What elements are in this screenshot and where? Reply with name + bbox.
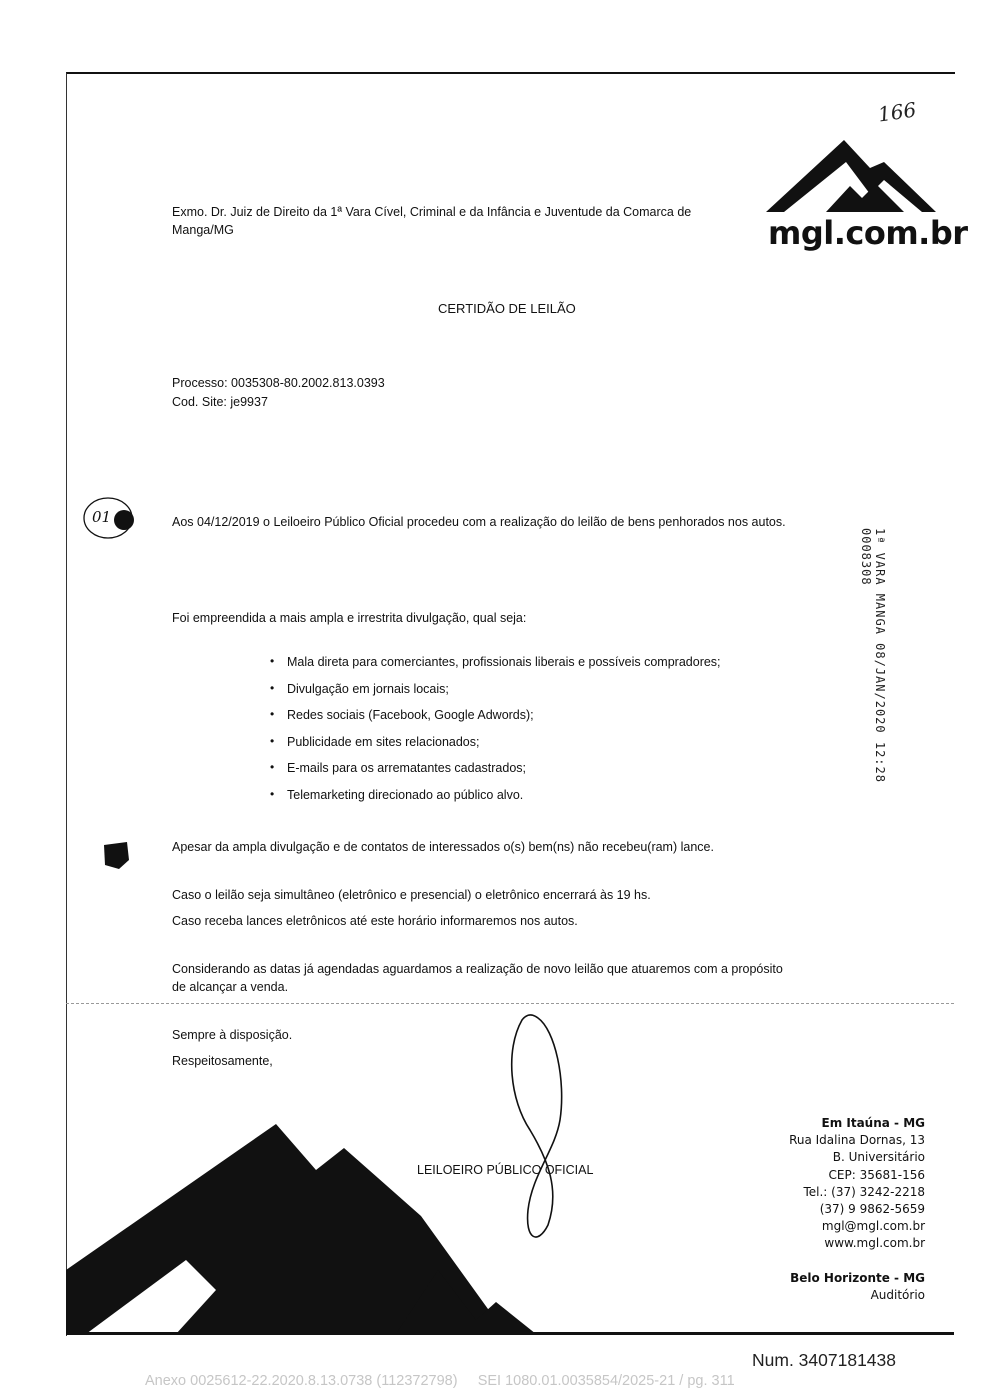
footer-annex	[145, 1373, 735, 1389]
addressee: Exmo. Dr. Juiz de Direito da 1ª Vara Cível, Criminal e da Infância e Juventude da Comarca de Manga/MG	[172, 205, 692, 237]
signature-label: LEILOEIRO PÚBLICO OFICIAL	[417, 1163, 594, 1177]
closing-availability: Sempre à disposição.	[172, 1028, 293, 1042]
list-item: • E-mails para os arrematantes cadastrados;	[270, 761, 721, 788]
paragraph-electronic-bids: Caso receba lances eletrônicos até este horário informaremos nos autos.	[172, 914, 578, 928]
scan-divider	[66, 1003, 954, 1004]
address-line: www.mgl.com.br	[824, 1236, 925, 1251]
address-line: Auditório	[870, 1287, 925, 1302]
paragraph-publicity: Foi empreendida a mais ampla e irrestrita divulgação, qual seja:	[172, 611, 527, 625]
logo-text: mgl.com.br	[768, 214, 968, 252]
signature-icon	[500, 1010, 580, 1250]
ink-blot-icon	[101, 840, 131, 870]
address-line: CEP: 35681-156	[828, 1167, 925, 1182]
list-item: • Telemarketing direcionado ao público alvo.	[270, 788, 721, 815]
handwritten-page-number: 166	[876, 97, 918, 127]
company-address	[789, 1115, 925, 1304]
address-city-itauna: Em Itaúna - MG	[821, 1116, 925, 1130]
closing-regards: Respeitosamente,	[172, 1054, 273, 1068]
annex-reference: Anexo 0025612-22.2020.8.13.0738 (112372798)	[145, 1373, 458, 1389]
address-city-bh: Belo Horizonte - MG	[790, 1270, 925, 1285]
process-block	[172, 374, 385, 412]
list-item: • Divulgação em jornais locais;	[270, 682, 721, 709]
address-line: Tel.: (37) 3242-2218	[803, 1184, 925, 1199]
court-receipt-stamp: 1ª VARA MANGA 08/JAN/2020 12:28 0008308	[859, 528, 887, 783]
list-item: • Redes sociais (Facebook, Google Adwords);	[270, 708, 721, 735]
paragraph-no-bids: Apesar da ampla divulgação e de contatos de interessados o(s) bem(ns) não recebeu(ram) lance.	[172, 840, 714, 854]
paragraph-auction-date: Aos 04/12/2019 o Leiloeiro Público Oficial procedeu com a realização do leilão de bens penhorados nos autos.	[172, 515, 786, 529]
address-line: (37) 9 9862-5659	[819, 1202, 925, 1217]
address-line: B. Universitário	[832, 1150, 925, 1165]
site-code: Cod. Site: je9937	[172, 395, 268, 409]
address-line: mgl@mgl.com.br	[821, 1219, 925, 1234]
list-item: • Publicidade em sites relacionados;	[270, 735, 721, 762]
address-line: Rua Idalina Dornas, 13	[789, 1133, 925, 1148]
paragraph-new-auction: Considerando as datas já agendadas aguardamos a realização de novo leilão que atuaremos com a propósito de alcançar a venda.	[172, 962, 783, 994]
list-item: • Mala direta para comerciantes, profissionais liberais e possíveis compradores;	[270, 655, 721, 682]
paragraph-simultaneous: Caso o leilão seja simultâneo (eletrônico e presencial) o eletrônico encerrará às 19 hs.	[172, 888, 651, 902]
publicity-list	[270, 655, 721, 815]
sei-reference: SEI 1080.01.0035854/2025-21 / pg. 311	[477, 1373, 735, 1389]
bottom-rule	[66, 1332, 954, 1335]
document-title: CERTIDÃO DE LEILÃO	[438, 301, 576, 316]
circle-number: 01	[92, 508, 112, 526]
document-number: Num. 3407181438	[752, 1350, 896, 1370]
handwritten-circle-mark	[80, 492, 142, 542]
process-number: Processo: 0035308-80.2002.813.0393	[172, 376, 385, 390]
